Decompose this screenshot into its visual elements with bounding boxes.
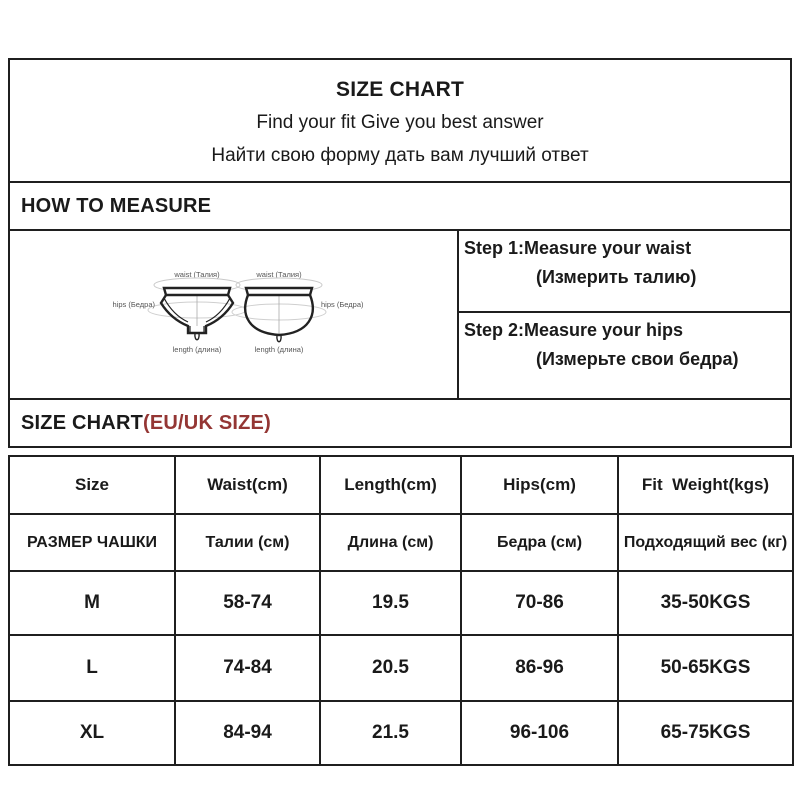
cell-size: M — [9, 571, 175, 635]
cell-size: L — [9, 635, 175, 701]
cell-length: 19.5 — [320, 571, 461, 635]
hips-label-front: hips (Бедра) — [112, 300, 155, 309]
col-header-size-ru: РАЗМЕР ЧАШКИ — [9, 514, 175, 571]
panties-diagram-svg — [10, 231, 457, 396]
length-label-front: length (длина) — [172, 345, 222, 354]
cell-waist: 84-94 — [175, 701, 320, 765]
cell-waist: 74-84 — [175, 635, 320, 701]
cell-waist: 58-74 — [175, 571, 320, 635]
cell-weight: 65-75KGS — [618, 701, 793, 765]
size-chart-heading-red: (EU/UK SIZE) — [143, 411, 271, 434]
col-header-waist: Waist(cm) — [175, 456, 320, 514]
measure-steps — [459, 231, 790, 398]
upper-section — [8, 58, 792, 448]
waistband-front — [164, 288, 230, 295]
table-header-row-en — [9, 456, 793, 514]
table-row-size-m — [9, 571, 793, 635]
step-2-cell — [459, 313, 790, 398]
measure-row — [10, 231, 790, 400]
cell-length: 21.5 — [320, 701, 461, 765]
subtitle-english: Find your fit Give you best answer — [256, 112, 544, 133]
col-header-length: Length(cm) — [320, 456, 461, 514]
waist-label-back: waist (Талия) — [256, 270, 302, 279]
size-chart-heading-black: SIZE CHART — [21, 411, 143, 434]
step-2-text-ru: (Измерьте свои бедра) — [536, 349, 739, 369]
length-label-back: length (длина) — [254, 345, 304, 354]
size-chart-heading — [10, 400, 790, 446]
col-header-weight: Fit Weight(kgs) — [618, 456, 793, 514]
cell-hips: 96-106 — [461, 701, 618, 765]
step-1-cell — [459, 231, 790, 313]
col-header-waist-ru: Талии (см) — [175, 514, 320, 571]
step-1-text-ru: (Измерить талию) — [536, 267, 697, 287]
cell-weight: 35-50KGS — [618, 571, 793, 635]
cell-length: 20.5 — [320, 635, 461, 701]
col-header-hips-ru: Бедра (см) — [461, 514, 618, 571]
panty-front-outline — [161, 295, 233, 333]
size-table-section — [8, 455, 792, 766]
step-2-text-en: Step 2:Measure your hips — [464, 320, 684, 340]
subtitle-russian: Найти свою форму дать вам лучший ответ — [211, 145, 589, 166]
hips-label-back: hips (Бедра) — [321, 300, 364, 309]
measurement-diagrams — [10, 231, 459, 398]
cell-weight: 50-65KGS — [618, 635, 793, 701]
table-row-size-l — [9, 635, 793, 701]
how-to-measure-heading: HOW TO MEASURE — [10, 183, 790, 231]
table-row-size-xl — [9, 701, 793, 765]
step-1-text-en: Step 1:Measure your waist — [464, 238, 692, 258]
waistband-back — [246, 288, 312, 295]
panty-back-diagram — [232, 270, 364, 354]
panty-front-diagram — [113, 270, 246, 354]
page-title: SIZE CHART — [336, 78, 464, 101]
size-table — [8, 455, 794, 766]
cell-hips: 86-96 — [461, 635, 618, 701]
col-header-hips: Hips(cm) — [461, 456, 618, 514]
col-header-size: Size — [9, 456, 175, 514]
cell-hips: 70-86 — [461, 571, 618, 635]
table-header-row-ru — [9, 514, 793, 571]
col-header-weight-ru: Подходящий вес (кг) — [618, 514, 793, 571]
title-block — [10, 60, 790, 183]
waist-label-front: waist (Талия) — [174, 270, 220, 279]
col-header-length-ru: Длина (см) — [320, 514, 461, 571]
cell-size: XL — [9, 701, 175, 765]
